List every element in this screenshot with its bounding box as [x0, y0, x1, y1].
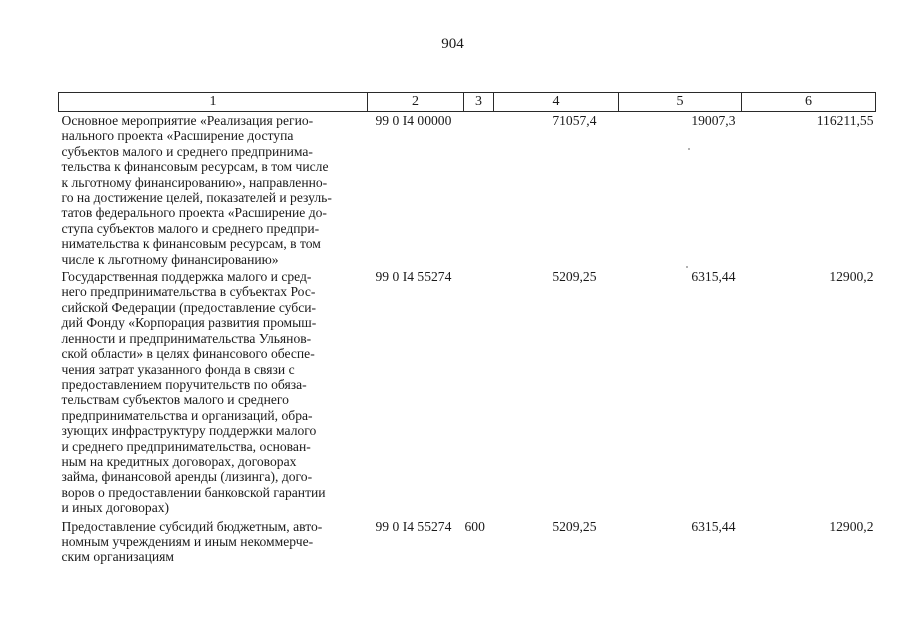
scan-speck	[686, 266, 688, 268]
row-value-col4: 71057,4	[552, 113, 597, 128]
row-value-col5: 6315,44	[691, 269, 736, 285]
row-expense-type	[464, 267, 494, 516]
column-header-6: 6	[742, 93, 876, 112]
row-description: Основное мероприятие «Реализация регио- нального проекта «Расширение доступа субъектов малого и среднего предпринима- тельства к финансовым ресурсам, в том числе к льготному финансированию», направленно- го на достижение целей, показателей и резуль- татов федерального проекта «Расширение до- ступа субъектов малого и среднего предпри- нимательства к финансовым ресурсам, в том числе к льготному финансированию»	[61, 113, 332, 267]
row-expense-type	[464, 112, 494, 268]
table-row	[59, 112, 876, 268]
table-header-row	[59, 93, 876, 112]
row-target-code: 99 0 I4 00000	[375, 113, 452, 128]
scan-speck	[688, 148, 690, 150]
row-description: Предоставление субсидий бюджетным, авто- номным учреждениям и иным некоммерче- ским организациям	[61, 518, 323, 565]
table-row	[59, 516, 876, 565]
page-number: 904	[441, 36, 464, 52]
column-header-5: 5	[619, 93, 742, 112]
row-value-col5: 6315,44	[691, 518, 736, 534]
row-value-col5: 19007,3	[691, 113, 736, 128]
column-header-4: 4	[494, 93, 619, 112]
column-header-2: 2	[368, 93, 464, 112]
column-header-1: 1	[59, 93, 368, 112]
row-description: Государственная поддержка малого и сред- него предпринимательства в субъектах Рос- сийской Федерации (предоставление субси- дий Фонду «Корпорация развития промыш- ленности и предпринимательства Ульянов- ской области» в целях финансового обеспе- чения затрат указанного фонда в связи с предоставлением поручительств по обяза- тельствам субъектов малого и среднего предпринимательства и организаций, обра- зующих инфраструктуру поддержки малого и среднего предпринимательства, основан- ным на кредитных договорах, договорах займа, финансовой аренды (лизинга), дого- воров о предоставлении банковской гарантии и иных договорах)	[61, 269, 326, 516]
row-target-code: 99 0 I4 55274	[375, 269, 452, 285]
row-value-col6: 12900,2	[829, 518, 874, 534]
budget-table	[58, 92, 876, 565]
row-expense-type: 600	[464, 518, 485, 534]
row-target-code: 99 0 I4 55274	[375, 518, 452, 534]
table-row	[59, 267, 876, 516]
row-value-col4: 5209,25	[552, 518, 597, 534]
row-value-col6: 116211,55	[816, 113, 874, 128]
column-header-3: 3	[464, 93, 494, 112]
row-value-col4: 5209,25	[552, 269, 597, 285]
row-value-col6: 12900,2	[829, 269, 874, 285]
